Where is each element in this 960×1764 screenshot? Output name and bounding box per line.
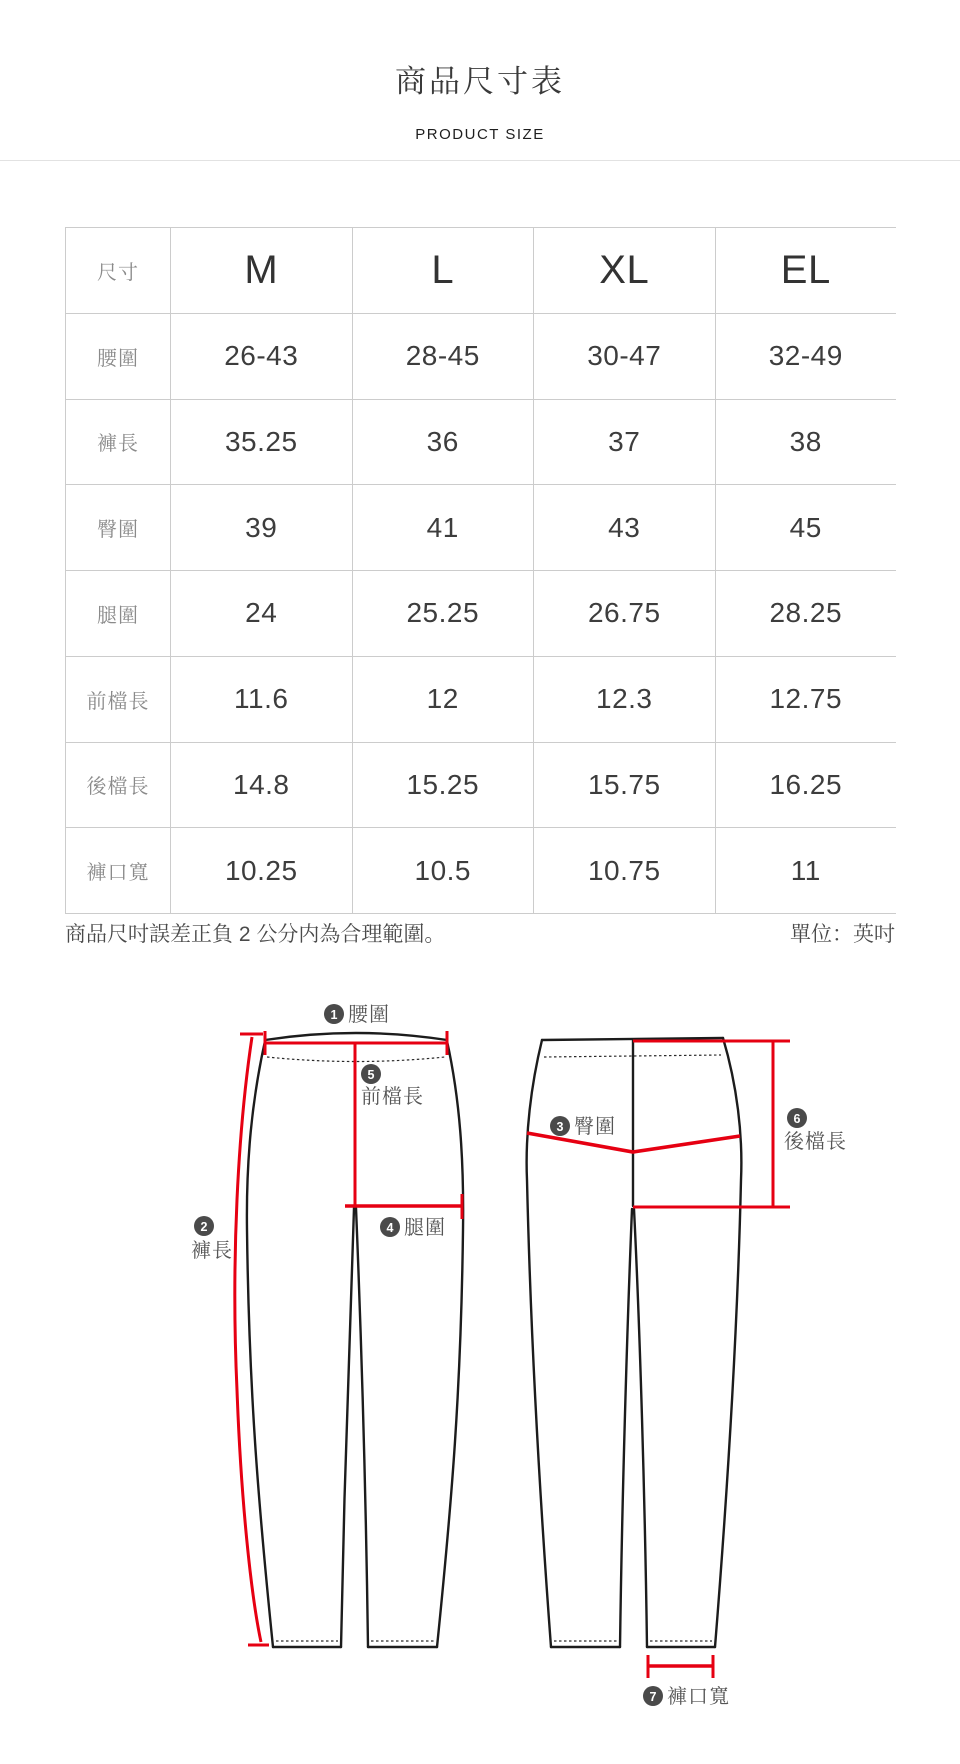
annotation-back-rise	[784, 1108, 847, 1153]
front-measure-lines	[235, 1031, 462, 1645]
size-col-header: EL	[780, 247, 831, 292]
pant-length-measure-line	[235, 1037, 261, 1642]
table-row-front-rise	[66, 657, 896, 743]
table-row-hip	[66, 485, 896, 571]
cell-value: 45	[789, 511, 822, 543]
annotation-thigh	[380, 1216, 446, 1239]
svg-text:7: 7	[649, 1690, 657, 1704]
cell-value: 38	[789, 425, 822, 457]
cell-value: 12	[353, 657, 535, 742]
cell-value: 14.8	[171, 743, 353, 828]
cell-value: 36	[353, 400, 535, 485]
cell-value: 12.3	[534, 657, 716, 742]
cell-value: 12.75	[769, 683, 843, 715]
table-row-leg-opening	[66, 828, 896, 913]
back-measure-lines	[527, 1041, 790, 1678]
cell-value: 11.6	[171, 657, 353, 742]
cell-value: 10.5	[353, 828, 535, 913]
cell-value: 16.25	[769, 768, 843, 800]
size-col-header: L	[353, 228, 535, 313]
cell-value: 39	[171, 485, 353, 570]
table-row-back-rise	[66, 743, 896, 829]
tolerance-note: 商品尺吋誤差正負 2 公分内為合理範圍。	[65, 923, 446, 946]
cell-value: 41	[353, 485, 535, 570]
cell-value: 35.25	[171, 400, 353, 485]
pants-measurement-diagram	[0, 985, 960, 1720]
label-pant-length: 褲長	[191, 1240, 233, 1262]
page-subtitle: PRODUCT SIZE	[415, 126, 545, 143]
label-hip: 臀圍	[574, 1116, 616, 1138]
cell-value: 26-43	[171, 314, 353, 399]
row-label: 褲口寬	[66, 828, 171, 913]
table-row-thigh	[66, 571, 896, 657]
label-leg-opening: 褲口寬	[667, 1686, 730, 1708]
table-row-pant-length	[66, 400, 896, 486]
svg-text:2: 2	[200, 1220, 208, 1234]
cell-value: 32-49	[768, 340, 843, 372]
cell-value: 28-45	[353, 314, 535, 399]
page-title: 商品尺寸表	[395, 64, 565, 99]
svg-text:4: 4	[386, 1221, 394, 1235]
cell-value: 37	[534, 400, 716, 485]
svg-text:3: 3	[556, 1120, 564, 1134]
cell-value: 15.25	[353, 743, 535, 828]
cell-value: 24	[171, 571, 353, 656]
cell-value: 26.75	[534, 571, 716, 656]
svg-text:5: 5	[367, 1068, 375, 1082]
annotation-pant-length	[191, 1216, 233, 1262]
cell-value: 30-47	[534, 314, 716, 399]
row-label: 褲長	[66, 400, 171, 485]
label-front-rise: 前檔長	[361, 1086, 424, 1108]
size-table-header-row	[66, 228, 896, 314]
size-table	[65, 227, 896, 914]
cell-value: 15.75	[534, 743, 716, 828]
cell-value: 28.25	[769, 597, 843, 629]
cell-value: 10.75	[534, 828, 716, 913]
annotation-leg-opening	[643, 1685, 730, 1708]
annotation-front-rise	[361, 1064, 424, 1108]
label-thigh: 腿圍	[404, 1217, 446, 1239]
cell-value: 43	[534, 485, 716, 570]
cell-value: 25.25	[353, 571, 535, 656]
table-row-waist	[66, 314, 896, 400]
note-row	[65, 918, 895, 948]
size-col-header: M	[171, 228, 353, 313]
row-label: 前檔長	[66, 657, 171, 742]
row-label: 後檔長	[66, 743, 171, 828]
row-label: 臀圍	[66, 485, 171, 570]
unit-note: 單位：英吋	[790, 923, 895, 946]
annotation-hip	[550, 1115, 616, 1138]
label-back-rise: 後檔長	[784, 1131, 847, 1153]
row-label: 腿圍	[66, 571, 171, 656]
row-label: 腰圍	[66, 314, 171, 399]
header-divider	[0, 160, 960, 161]
size-table-corner-label: 尺寸	[66, 228, 171, 313]
annotation-waist	[324, 1003, 390, 1026]
svg-text:6: 6	[793, 1112, 801, 1126]
cell-value: 10.25	[171, 828, 353, 913]
size-col-header: XL	[534, 228, 716, 313]
svg-text:1: 1	[330, 1008, 338, 1022]
label-waist: 腰圍	[348, 1004, 390, 1026]
cell-value: 11	[790, 854, 821, 886]
